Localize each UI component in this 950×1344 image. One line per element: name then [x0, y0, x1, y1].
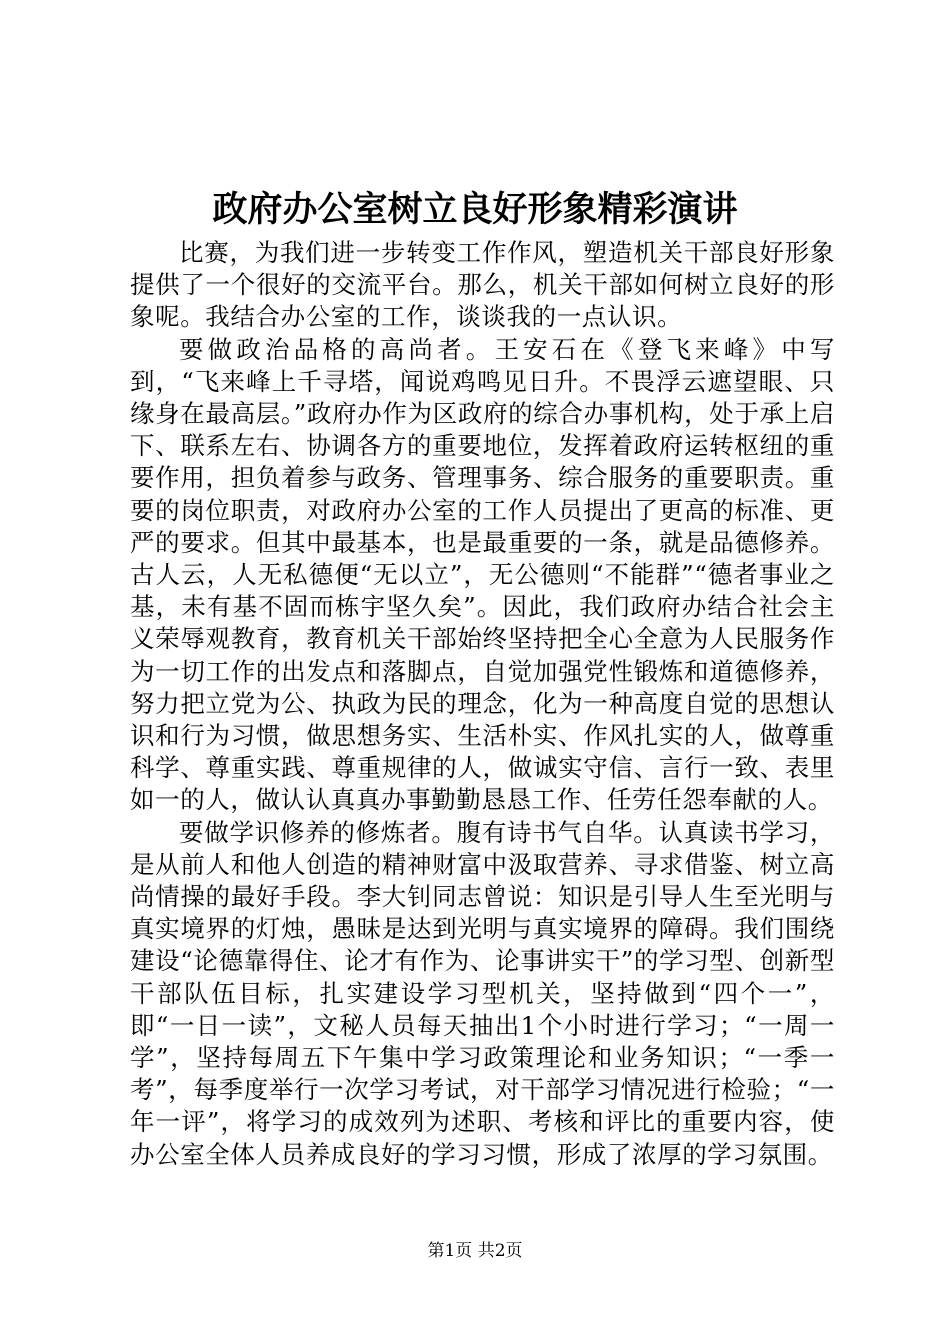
paragraph-learning-cultivation: 要做学识修养的修炼者。腹有诗书气自华。认真读书学习，是从前人和他人创造的精神财富中汲取营养、寻求借鉴、树立高尚情操的最好手段。李大钊同志曾说：知识是引导人生至光明与真实境界的灯烛，愚昧是达到光明与真实境界的障碍。我们围绕建设“论德靠得住、论才有作为、论事讲实干”的学习型、创新型干部队伍目标，扎实建设学习型机关，坚持做到“四个一”，即“一日一读”，文秘人员每天抽出1个小时进行学习；“一周一学”，坚持每周五下午集中学习政策理论和业务知识；“一季一考”，每季度举行一次学习考试，对干部学习情况进行检验；“一年一评”，将学习的成效列为述职、考核和评比的重要内容，使办公室全体人员养成良好的学习习惯，形成了浓厚的学习氛围。 — [130, 817, 835, 1169]
page-number-footer: 第1页 共2页 — [427, 1241, 523, 1261]
document-body — [130, 237, 835, 1171]
paragraph-intro: 比赛，为我们进一步转变工作作风，塑造机关干部良好形象提供了一个很好的交流平台。那么，机关干部如何树立良好的形象呢。我结合办公室的工作，谈谈我的一点认识。 — [130, 238, 835, 332]
paragraph-political-character: 要做政治品格的高尚者。王安石在《登飞来峰》中写到，“飞来峰上千寻塔，闻说鸡鸣见日升。不畏浮云遮望眼、只缘身在最高层。”政府办作为区政府的综合办事机构，处于承上启下、联系左右、协调各方的重要地位，发挥着政府运转枢纽的重要作用，担负着参与政务、管理事务、综合服务的重要职责。重要的岗位职责，对政府办公室的工作人员提出了更高的标准、更严的要求。但其中最基本，也是最重要的一条，就是品德修养。古人云，人无私德便“无以立”，无公德则“不能群”“德者事业之基，未有基不固而栋宇坚久矣”。因此，我们政府办结合社会主义荣辱观教育，教育机关干部始终坚持把全心全意为人民服务作为一切工作的出发点和落脚点，自觉加强党性锻炼和道德修养，努力把立党为公、执政为民的理念，化为一种高度自觉的思想认识和行为习惯，做思想务实、生活朴实、作风扎实的人，做尊重科学、尊重实践、尊重规律的人，做诚实守信、言行一致、表里如一的人，做认认真真办事勤勤恳恳工作、任劳任怨奉献的人。 — [130, 334, 836, 815]
document-title: 政府办公室树立良好形象精彩演讲 — [212, 189, 738, 230]
